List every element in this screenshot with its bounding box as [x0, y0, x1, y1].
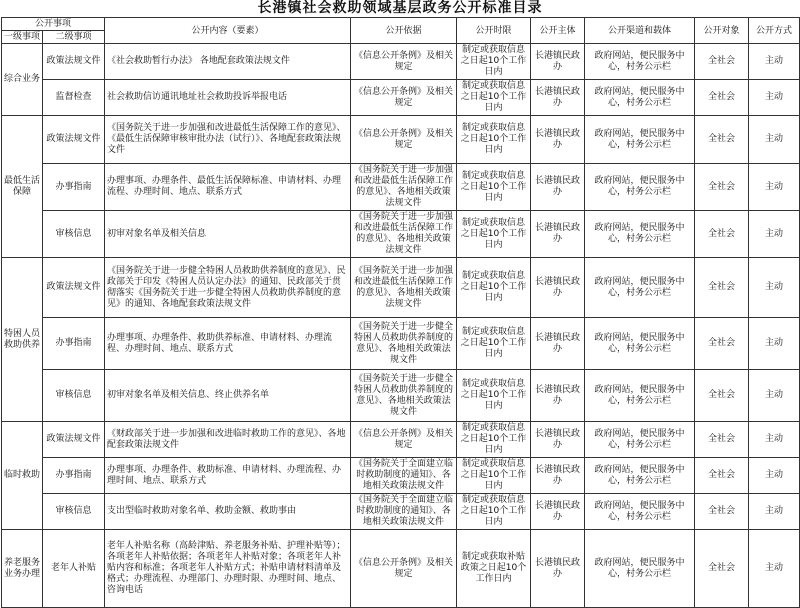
subject-cell: 长港镇民政办 [531, 44, 585, 80]
subject-cell: 长港镇民政办 [531, 494, 585, 530]
time-limit-cell: 制定或获取信息之日起10个工作日内 [457, 116, 531, 164]
content-cell: 办理事项、办理条件、救助标准、申请材料、办理流程、办理时间、地点、联系方式 [105, 458, 351, 494]
basis-cell: 《信息公开条例》及相关规定 [351, 116, 457, 164]
subject-cell: 长港镇民政办 [531, 530, 585, 608]
level2-cell: 办事指南 [43, 458, 105, 494]
table-header [2, 18, 800, 44]
basis-cell: 《国务院关于进一步加强和改进最低生活保障工作的意见》、各地相关政策法规文件 [351, 164, 457, 211]
method-cell: 主动 [749, 164, 800, 211]
content-cell: 老年人补贴名称（高龄津贴、养老服务补贴、护理补贴等）；各项老年人补贴依据；各项老年人补贴对象；各项老年人补贴内容和标准；各项老年人补贴方式；补贴申请材料清单及格式；办理流程、办理部门、办理时限、办理时间、地点、咨询电话 [105, 530, 351, 608]
channel-cell: 政府网站，便民服务中心，村务公示栏 [585, 318, 695, 370]
basis-cell: 《信息公开条例》及相关规定 [351, 44, 457, 80]
level2-cell: 政策法规文件 [43, 258, 105, 318]
method-cell: 主动 [749, 258, 800, 318]
table-row [2, 422, 800, 458]
basis-cell: 《国务院关于全面建立临时救助制度的通知》、各地相关政策法规文件 [351, 494, 457, 530]
time-limit-cell: 制定或获取信息之日起10个工作日内 [457, 494, 531, 530]
time-limit-cell: 制定或获取信息之日起10个工作日内 [457, 164, 531, 211]
target-cell: 全社会 [695, 44, 749, 80]
level2-cell: 审核信息 [43, 211, 105, 258]
level2-cell: 监督检查 [43, 80, 105, 116]
table-row [2, 494, 800, 530]
target-cell: 全社会 [695, 530, 749, 608]
table-row [2, 370, 800, 422]
method-cell: 主动 [749, 494, 800, 530]
basis-cell: 《信息公开条例》及相关规定 [351, 422, 457, 458]
subject-cell: 长港镇民政办 [531, 116, 585, 164]
table-row [2, 164, 800, 211]
time-limit-cell: 制定或获取信息之日起10个工作日内 [457, 422, 531, 458]
basis-cell: 《信息公开条例》及相关规定 [351, 530, 457, 608]
content-cell: 初审对象名单及相关信息、终止供养名单 [105, 370, 351, 422]
subject-cell: 长港镇民政办 [531, 80, 585, 116]
basis-cell: 《国务院关于进一步加强和改进最低生活保障工作的意见》、各地相关政策法规文件 [351, 211, 457, 258]
level1-cell: 特困人员救助供养 [2, 258, 43, 422]
header-matter-group: 公开事项 [2, 18, 105, 31]
channel-cell: 政府网站，便民服务中心，村务公示栏 [585, 494, 695, 530]
level1-cell: 养老服务业务办理 [2, 530, 43, 608]
basis-cell: 《国务院关于全面建立临时救助制度的通知》、各地相关政策法规文件 [351, 458, 457, 494]
method-cell: 主动 [749, 211, 800, 258]
target-cell: 全社会 [695, 494, 749, 530]
table-row [2, 458, 800, 494]
level1-cell: 临时救助 [2, 422, 43, 530]
method-cell: 主动 [749, 370, 800, 422]
level1-cell: 综合业务 [2, 44, 43, 116]
method-cell: 主动 [749, 422, 800, 458]
channel-cell: 政府网站，便民服务中心，村务公示栏 [585, 164, 695, 211]
table-row [2, 211, 800, 258]
level2-cell: 政策法规文件 [43, 116, 105, 164]
target-cell: 全社会 [695, 318, 749, 370]
content-cell: 办理事项、办理条件、救助供养标准、申请材料、办理流程、办理时间、地点、联系方式 [105, 318, 351, 370]
basis-cell: 《国务院关于进一步健全特困人员救助供养制度的意见》、各地相关政策法规文件 [351, 318, 457, 370]
channel-cell: 政府网站，便民服务中心，村务公示栏 [585, 211, 695, 258]
catalog-table [1, 17, 800, 608]
subject-cell: 长港镇民政办 [531, 164, 585, 211]
basis-cell: 《国务院关于进一步健全特困人员救助供养制度的意见》、各地相关政策法规文件 [351, 370, 457, 422]
table-row [2, 80, 800, 116]
content-cell: 《国务院关于进一步健全特困人员救助供养制度的意见》、民政部关于印发《特困人员认定办法》的通知、民政部关于贯彻落实《国务院关于进一步健全特困人员救助供养制度的意见》的通知、各地配套政策法规文件 [105, 258, 351, 318]
subject-cell: 长港镇民政办 [531, 211, 585, 258]
method-cell: 主动 [749, 318, 800, 370]
time-limit-cell: 制定或获取信息之日起10个工作日内 [457, 458, 531, 494]
target-cell: 全社会 [695, 258, 749, 318]
channel-cell: 政府网站，便民服务中心，村务公示栏 [585, 80, 695, 116]
table-row [2, 116, 800, 164]
target-cell: 全社会 [695, 80, 749, 116]
content-cell: 《财政部关于进一步加强和改进临时救助工作的意见》、各地配套政策法规文件 [105, 422, 351, 458]
level2-cell: 审核信息 [43, 494, 105, 530]
channel-cell: 政府网站，便民服务中心，村务公示栏 [585, 370, 695, 422]
table-row [2, 44, 800, 80]
channel-cell: 政府网站，便民服务中心，村务公示栏 [585, 116, 695, 164]
subject-cell: 长港镇民政办 [531, 318, 585, 370]
time-limit-cell: 制定或获取信息之日起10个工作日内 [457, 370, 531, 422]
method-cell: 主动 [749, 80, 800, 116]
basis-cell: 《国务院关于进一步加强和改进最低生活保障工作的意见》、各地相关政策法规文件 [351, 258, 457, 318]
header-subject: 公开主体 [531, 18, 585, 44]
header-content: 公开内容（要素） [105, 18, 351, 44]
content-cell: 《国务院关于进一步加强和改进最低生活保障工作的意见》、《最低生活保障审核审批办法（试行）》、各地配套政策法规文件 [105, 116, 351, 164]
level2-cell: 审核信息 [43, 370, 105, 422]
channel-cell: 政府网站，便民服务中心，村务公示栏 [585, 258, 695, 318]
target-cell: 全社会 [695, 458, 749, 494]
content-cell: 《社会救助暂行办法》 各地配套政策法规文件 [105, 44, 351, 80]
content-cell: 支出型临时救助对象名单、救助金额、救助事由 [105, 494, 351, 530]
header-method: 公开方式 [749, 18, 800, 44]
table-row [2, 318, 800, 370]
level2-cell: 办事指南 [43, 164, 105, 211]
channel-cell: 政府网站，便民服务中心，村务公示栏 [585, 422, 695, 458]
time-limit-cell: 制定或获取信息之日起10个工作日内 [457, 318, 531, 370]
method-cell: 主动 [749, 530, 800, 608]
header-level1: 一级事项 [2, 31, 43, 44]
channel-cell: 政府网站，便民服务中心，村务公示栏 [585, 530, 695, 608]
time-limit-cell: 制定或获取信息之日起10个工作日内 [457, 258, 531, 318]
target-cell: 全社会 [695, 116, 749, 164]
time-limit-cell: 制定或获取补贴政策之日起10个工作日内 [457, 530, 531, 608]
header-level2: 二级事项 [43, 31, 105, 44]
method-cell: 主动 [749, 458, 800, 494]
subject-cell: 长港镇民政办 [531, 370, 585, 422]
target-cell: 全社会 [695, 164, 749, 211]
time-limit-cell: 制定或获取信息之日起10个工作日内 [457, 211, 531, 258]
level2-cell: 办事指南 [43, 318, 105, 370]
content-cell: 社会救助信访通讯地址社会救助投诉举报电话 [105, 80, 351, 116]
table-body [2, 44, 800, 608]
level1-cell: 最低生活保障 [2, 116, 43, 258]
content-cell: 办理事项、办理条件、最低生活保障标准、申请材料、办理流程、办理时间、地点、联系方式 [105, 164, 351, 211]
table-row [2, 530, 800, 608]
level2-cell: 政策法规文件 [43, 422, 105, 458]
table-row [2, 258, 800, 318]
subject-cell: 长港镇民政办 [531, 422, 585, 458]
header-basis: 公开依据 [351, 18, 457, 44]
time-limit-cell: 制定或获取信息之日起10个工作日内 [457, 80, 531, 116]
target-cell: 全社会 [695, 211, 749, 258]
time-limit-cell: 制定或获取信息之日起10个工作日内 [457, 44, 531, 80]
header-target: 公开对象 [695, 18, 749, 44]
header-channel: 公开渠道和载体 [585, 18, 695, 44]
channel-cell: 政府网站，便民服务中心，村务公示栏 [585, 458, 695, 494]
method-cell: 主动 [749, 116, 800, 164]
basis-cell: 《信息公开条例》及相关规定 [351, 80, 457, 116]
header-time-limit: 公开时限 [457, 18, 531, 44]
content-cell: 初审对象名单及相关信息 [105, 211, 351, 258]
level2-cell: 政策法规文件 [43, 44, 105, 80]
subject-cell: 长港镇民政办 [531, 258, 585, 318]
subject-cell: 长港镇民政办 [531, 458, 585, 494]
target-cell: 全社会 [695, 422, 749, 458]
page-title: 长港镇社会救助领域基层政务公开标准目录 [257, 0, 543, 16]
target-cell: 全社会 [695, 370, 749, 422]
level2-cell: 老年人补贴 [43, 530, 105, 608]
channel-cell: 政府网站，便民服务中心，村务公示栏 [585, 44, 695, 80]
method-cell: 主动 [749, 44, 800, 80]
